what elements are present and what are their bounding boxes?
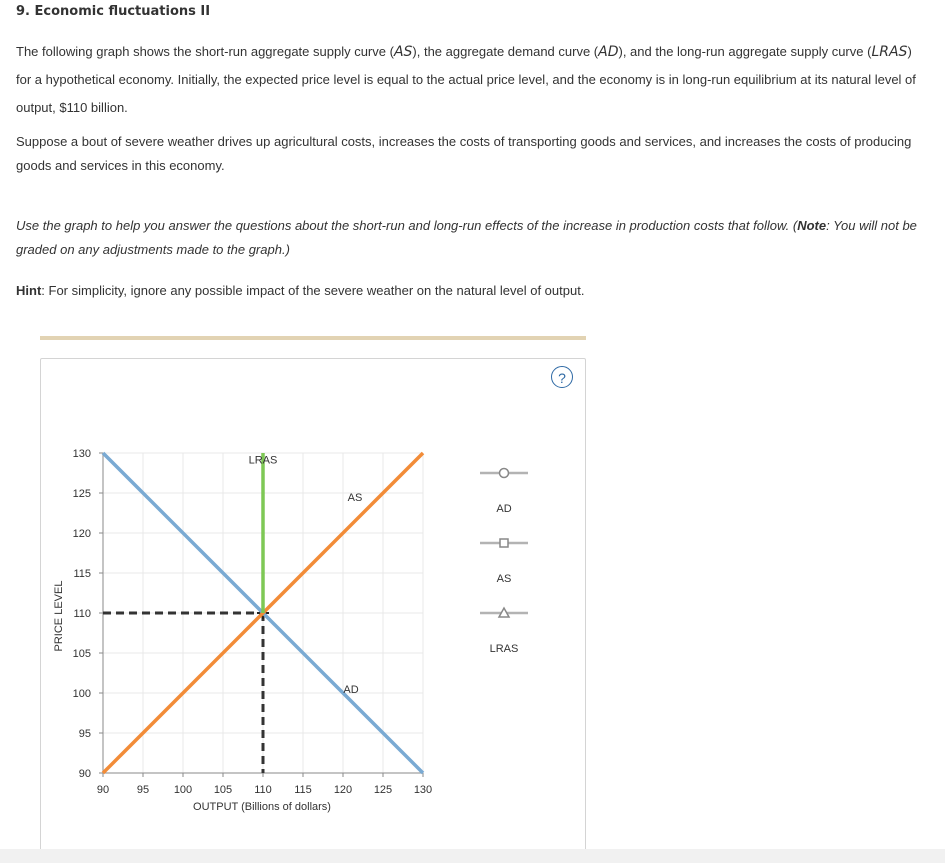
hint-paragraph: Hint: For simplicity, ignore any possible impact of the severe weather on the natural level of output.	[16, 283, 585, 298]
curve-symbol: AD	[598, 44, 619, 60]
x-tick-label: 125	[373, 784, 393, 796]
y-tick-label: 130	[72, 448, 91, 460]
question-title: 9. Economic fluctuations II	[16, 4, 211, 19]
x-tick-label: 100	[173, 784, 193, 796]
y-tick-label: 100	[72, 688, 91, 700]
instruction-paragraph: Use the graph to help you answer the questions about the short-run and long-run effects of the increase in production costs that follow. (Note: You will not be graded on any adjustments made to the graph.)	[16, 218, 917, 257]
as-curve-label: AS	[347, 492, 363, 504]
intro-paragraph: The following graph shows the short-run aggregate supply curve (AS), the aggregate demand curve (AD), and the long-run aggregate supply curve (LRAS) for a hypothetical economy. Initially, the expected price level is equal to the actual price level, and the economy is in long-run equilibrium at its natural level of output, $110 billion.	[16, 44, 916, 115]
curve-symbol: AS	[393, 44, 413, 60]
divider-bar	[40, 336, 586, 340]
bold-term: Hint	[16, 283, 42, 298]
y-tick-label: 125	[72, 488, 91, 500]
ad-curve-label: AD	[343, 684, 359, 696]
x-tick-label: 110	[254, 784, 272, 796]
y-tick-label: 120	[72, 528, 91, 540]
x-tick-label: 90	[96, 784, 110, 796]
legend-label: AS	[496, 573, 512, 585]
y-tick-label: 95	[78, 728, 91, 740]
curve-symbol: LRAS	[871, 44, 908, 60]
graph-panel	[40, 358, 586, 863]
x-axis-title: OUTPUT (Billions of dollars)	[193, 801, 331, 813]
x-tick-label: 130	[413, 784, 433, 796]
x-tick-label: 95	[136, 784, 150, 796]
y-tick-label: 90	[78, 768, 91, 780]
y-tick-label: 115	[73, 568, 91, 580]
y-tick-label: 105	[72, 648, 91, 660]
bold-term: Note	[797, 218, 827, 233]
bottom-strip	[0, 849, 945, 863]
x-tick-label: 120	[333, 784, 353, 796]
legend-label: AD	[496, 503, 512, 515]
lras-curve-label: LRAS	[248, 454, 278, 467]
legend-label: LRAS	[489, 643, 519, 655]
y-axis-title: PRICE LEVEL	[53, 580, 65, 652]
x-tick-label: 105	[213, 784, 233, 796]
x-tick-label: 115	[294, 784, 312, 796]
y-tick-label: 110	[73, 608, 91, 620]
scenario-paragraph: Suppose a bout of severe weather drives up agricultural costs, increases the costs of transporting goods and services, and increases the costs of producing goods and services in this economy.	[16, 134, 912, 173]
help-icon[interactable]: ?	[551, 366, 573, 388]
